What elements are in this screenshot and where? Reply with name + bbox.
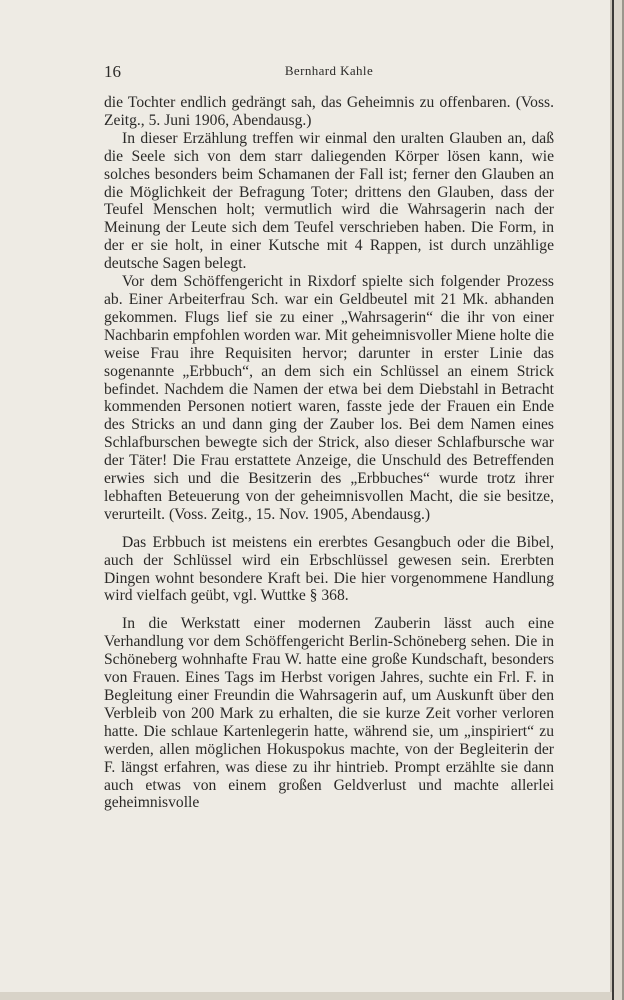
paragraph [104,94,554,130]
paragraph [104,615,554,812]
paragraph-text: In dieser Erzählung treffen wir einmal den uralten Glauben an, daß die Seele sich von dem starr daliegenden Körper lösen kann, wie solches besonders beim Schamanen der Fall ist; ferner den Glauben an die Möglichkeit der Befragung Toter; drittens den Glauben, dass der Teufel Menschen holt; vermutlich wird die Wahrsagerin nach der Meinung der Leute sich dem Teufel verschrieben haben. Die Form, in der er sie holt, in einer Kutsche mit 4 Rappen, ist durch unzählige deutsche Sagen belegt. [104,129,554,273]
paragraph-text: Das Erbbuch ist meistens ein ererbtes Gesangbuch oder die Bibel, auch der Schlüssel wird ein Erbschlüssel gewesen sein. Ererbten Dingen wohnt besondere Kraft bei. Die hier vorgenommene Handlung wird vielfach geübt, vgl. Wuttke § 368. [104,533,554,605]
paragraph-text: Vor dem Schöffengericht in Rixdorf spielte sich folgender Prozess ab. Einer Arbeiterfrau Sch. war ein Geldbeutel mit 21 Mk. abhanden gekommen. Flugs lief sie zu einer „Wahrsagerin“ die ihr von einer Nachbarin empfohlen worden war. Mit geheimnisvoller Miene holte die weise Frau ihre Requisiten hervor; darunter in erster Linie das sogenannte „Erbbuch“, an dem sich ein Schlüssel an einem Strick befindet. Nachdem die Namen der etwa bei dem Diebstahl in Betracht kommenden Personen notiert waren, fasste jede der Frauen ein Ende des Stricks an und dann ging der Zauber los. Bei dem Namen eines Schlafburschen bewegte sich der Strick, also dieser Schlafbursche war der Täter! Die Frau erstattete Anzeige, die Unschuld des Betreffenden erwies sich und die Besitzerin des „Erbbuches“ wurde trotz ihrer lebhaften Beteuerung von der geheimnisvollen Macht, die sie besitze, verurteilt. (Voss. Zeitg., 15. Nov. 1905, Abendausg.) [104,273,554,523]
page-number: 16 [104,62,121,81]
paragraph-text: In die Werkstatt einer modernen Zauberin lässt auch eine Verhandlung vor dem Schöffengericht Berlin-Schöneberg sehen. Die in Schöneberg wohnhafte Frau W. hatte eine große Kundschaft, besonders von Frauen. Eines Tags im Herbst vorigen Jahres, suchte ein Frl. F. in Begleitung einer Freundin die Wahrsagerin auf, um Auskunft über den Verbleib von 200 Mark zu erhalten, die sie kurze Zeit vorher verloren hatte. Die schlaue Kartenlegerin hatte, während sie, um „inspiriert“ zu werden, allen möglichen Hokuspokus machte, von der Begleiterin der F. längst erfahren, was diese zu ihr hintrieb. Prompt erzählte sie dann auch etwas von einem großen Geldverlust und machte allerlei geheimnisvolle [104,615,554,812]
page-edge [612,0,624,1000]
running-title: Bernhard Kahle [284,63,374,78]
paragraph-text: die Tochter endlich gedrängt sah, das Geheimnis zu offenbaren. (Voss. Zeitg., 5. Juni 1906, Abendausg.) [104,94,554,129]
paragraph [104,534,554,606]
page-header [104,58,554,80]
paragraph [104,273,554,524]
body-text [104,94,554,812]
paragraph [104,130,554,273]
